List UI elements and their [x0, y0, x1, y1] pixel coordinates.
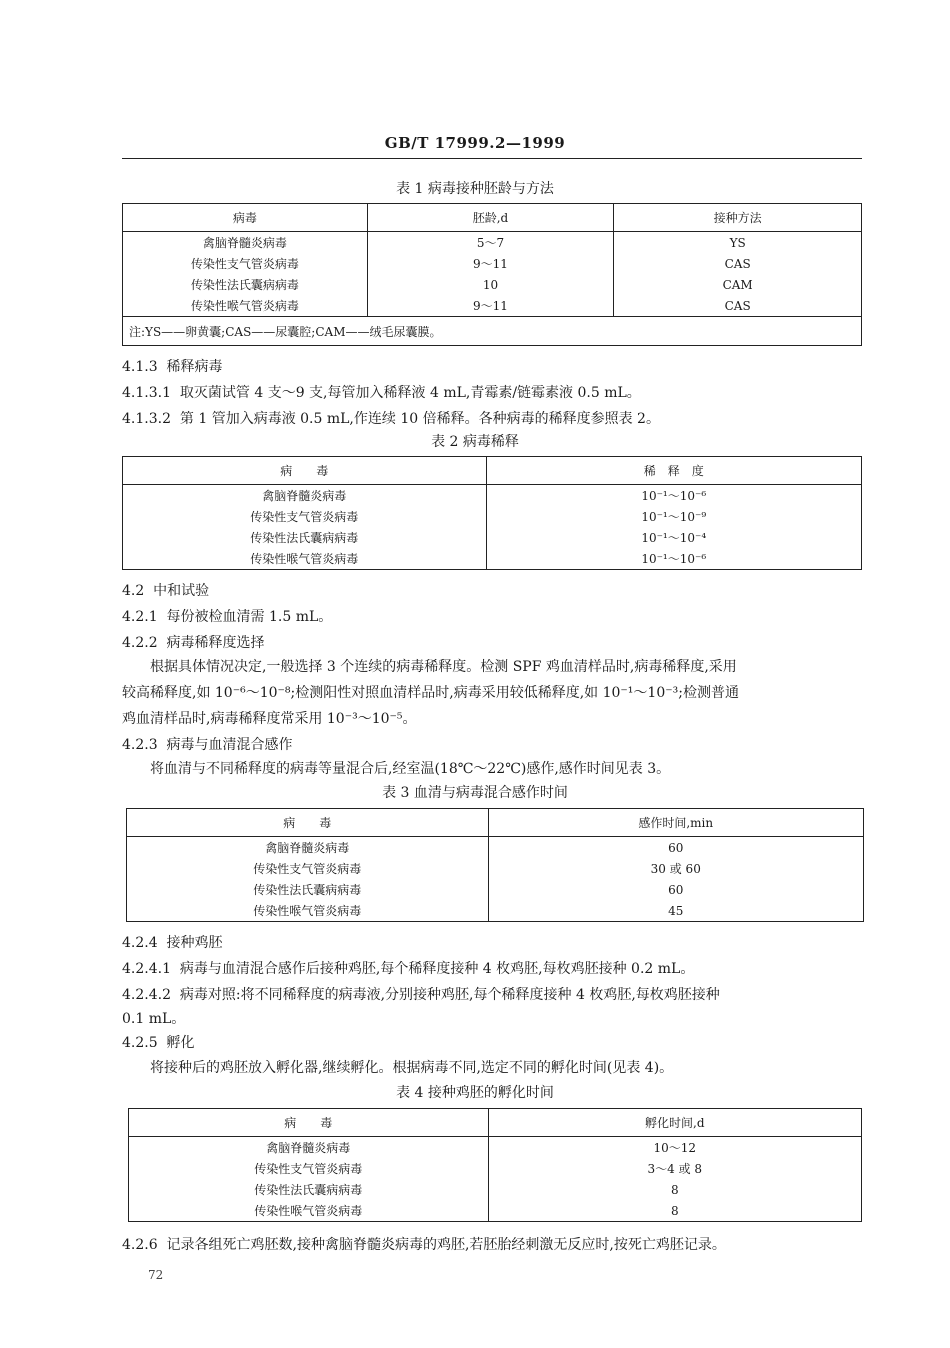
table-cell: 8: [488, 1179, 861, 1200]
table-cell: 禽脑脊髓炎病毒: [129, 1137, 489, 1159]
table-cell: CAS: [614, 295, 862, 317]
table1: [122, 203, 862, 346]
section-4-2-2: [122, 632, 265, 652]
section-number: 4.2: [122, 583, 145, 599]
section-4-1-3: [122, 356, 223, 376]
table1-caption: 表 1 病毒接种胚龄与方法: [396, 181, 554, 197]
table-row: [129, 1179, 862, 1200]
section-number: 4.2.4.1: [122, 961, 171, 977]
table2-header-virus: 病 毒: [123, 457, 487, 485]
table4-header-hatch: 孵化时间,d: [488, 1109, 861, 1137]
table-cell: 禽脑脊髓炎病毒: [123, 232, 368, 254]
paragraph-4-2-3: 将血清与不同稀释度的病毒等量混合后,经室温(18℃～22℃)感作,感作时间见表 3。: [150, 761, 671, 777]
document-header: GB/T 17999.2—1999: [384, 134, 566, 152]
table-cell: 60: [488, 879, 864, 900]
section-4-2-4-1: [122, 958, 694, 978]
section-4-2-6: [122, 1234, 726, 1254]
table2-caption: 表 2 病毒稀释: [431, 434, 519, 450]
table-row: [123, 506, 862, 527]
table2-header-dilution: 稀 释 度: [486, 457, 861, 485]
section-number: 4.2.2: [122, 635, 158, 651]
section-text: 记录各组死亡鸡胚数,接种禽脑脊髓炎病毒的鸡胚,若胚胎经刺激无反应时,按死亡鸡胚记录。: [166, 1237, 726, 1253]
table-cell: 3～4 或 8: [488, 1158, 861, 1179]
section-number: 4.2.4: [122, 935, 158, 951]
table-cell: YS: [614, 232, 862, 254]
section-title: 孵化: [166, 1035, 195, 1051]
table-cell: 传染性法氏囊病病毒: [123, 274, 368, 295]
table-row: [123, 253, 862, 274]
section-number: 4.1.3: [122, 359, 158, 375]
paragraph-4-2-5: 将接种后的鸡胚放入孵化器,继续孵化。根据病毒不同,选定不同的孵化时间(见表 4)。: [150, 1060, 674, 1076]
table-row: [123, 274, 862, 295]
table-row: [129, 1137, 862, 1159]
table-cell: CAM: [614, 274, 862, 295]
section-number: 4.2.4.2: [122, 987, 171, 1003]
table-header-row: [123, 204, 862, 232]
paragraph-4-2-2-line1: 根据具体情况决定,一般选择 3 个连续的病毒稀释度。检测 SPF 鸡血清样品时,病毒稀释度,采用: [150, 659, 737, 675]
section-4-2-1: [122, 606, 332, 626]
paragraph-4-2-2-line2: 较高稀释度,如 10⁻⁶～10⁻⁸;检测阳性对照血清样品时,病毒采用较低稀释度,如 10⁻¹～10⁻³;检测普通: [122, 685, 739, 701]
table-row: [123, 232, 862, 254]
table-cell: 10⁻¹～10⁻⁶: [486, 548, 861, 570]
table-row: [127, 879, 864, 900]
section-number: 4.2.6: [122, 1237, 158, 1253]
table-header-row: [129, 1109, 862, 1137]
section-title: 病毒稀释度选择: [166, 635, 265, 651]
section-title: 中和试验: [153, 583, 210, 599]
section-text: 病毒对照:将不同稀释度的病毒液,分别接种鸡胚,每个稀释度接种 4 枚鸡胚,每枚鸡胚接种: [179, 987, 720, 1003]
table3-caption: 表 3 血清与病毒混合感作时间: [382, 785, 568, 801]
section-4-2-3: [122, 734, 293, 754]
table-cell: 传染性法氏囊病病毒: [127, 879, 489, 900]
table-cell: 10⁻¹～10⁻⁴: [486, 527, 861, 548]
table-cell: 30 或 60: [488, 858, 864, 879]
table2: [122, 456, 862, 570]
table-cell: 10⁻¹～10⁻⁹: [486, 506, 861, 527]
paragraph-4-2-2-line3: 鸡血清样品时,病毒稀释度常采用 10⁻³～10⁻⁵。: [122, 711, 417, 727]
table-cell: 8: [488, 1200, 861, 1222]
table-cell: 传染性喉气管炎病毒: [127, 900, 489, 922]
table1-note: 注:YS——卵黄囊;CAS——尿囊腔;CAM——绒毛尿囊膜。: [123, 317, 862, 346]
table1-header-virus: 病毒: [123, 204, 368, 232]
table3-header-virus: 病 毒: [127, 809, 489, 837]
table-cell: 9～11: [367, 295, 614, 317]
table-cell: 10: [367, 274, 614, 295]
table-row: [129, 1200, 862, 1222]
table3-header-time: 感作时间,min: [488, 809, 864, 837]
section-4-2-4-2-continued: 0.1 mL。: [122, 1011, 186, 1027]
section-number: 4.2.5: [122, 1035, 158, 1051]
table4: [128, 1108, 862, 1222]
table-row: [123, 527, 862, 548]
table1-header-method: 接种方法: [614, 204, 862, 232]
table-cell: 传染性支气管炎病毒: [127, 858, 489, 879]
section-title: 接种鸡胚: [166, 935, 223, 951]
table-cell: CAS: [614, 253, 862, 274]
table-cell: 5～7: [367, 232, 614, 254]
section-title: 稀释病毒: [166, 359, 223, 375]
table-cell: 传染性法氏囊病病毒: [123, 527, 487, 548]
table4-caption: 表 4 接种鸡胚的孵化时间: [396, 1085, 554, 1101]
table-cell: 传染性喉气管炎病毒: [129, 1200, 489, 1222]
table-cell: 传染性法氏囊病病毒: [129, 1179, 489, 1200]
table-cell: 传染性支气管炎病毒: [123, 506, 487, 527]
table-row: [123, 295, 862, 317]
section-4-2-5: [122, 1032, 195, 1052]
table-cell: 传染性喉气管炎病毒: [123, 295, 368, 317]
table-cell: 9～11: [367, 253, 614, 274]
section-4-2: [122, 580, 209, 600]
section-text: 病毒与血清混合感作后接种鸡胚,每个稀释度接种 4 枚鸡胚,每枚鸡胚接种 0.2 mL。: [179, 961, 695, 977]
table-row: [123, 548, 862, 570]
section-title: 病毒与血清混合感作: [166, 737, 293, 753]
section-number: 4.1.3.1: [122, 385, 171, 401]
section-4-2-4-2: [122, 984, 720, 1004]
header-rule: [122, 158, 862, 159]
table-row: [127, 900, 864, 922]
table-row: [129, 1158, 862, 1179]
table-header-row: [123, 457, 862, 485]
section-4-1-3-2: [122, 408, 660, 428]
page-number: 72: [148, 1268, 164, 1282]
section-text: 每份被检血清需 1.5 mL。: [166, 609, 333, 625]
table-row: [127, 837, 864, 859]
table-cell: 10～12: [488, 1137, 861, 1159]
section-4-2-4: [122, 932, 223, 952]
section-number: 4.2.1: [122, 609, 158, 625]
section-4-1-3-1: [122, 382, 641, 402]
section-number: 4.1.3.2: [122, 411, 171, 427]
section-text: 第 1 管加入病毒液 0.5 mL,作连续 10 倍稀释。各种病毒的稀释度参照表 2。: [179, 411, 660, 427]
table-cell: 禽脑脊髓炎病毒: [127, 837, 489, 859]
section-number: 4.2.3: [122, 737, 158, 753]
table1-header-age: 胚龄,d: [367, 204, 614, 232]
table-row: [127, 858, 864, 879]
table3: [126, 808, 864, 922]
table-row: [123, 485, 862, 507]
table-cell: 禽脑脊髓炎病毒: [123, 485, 487, 507]
table-cell: 传染性支气管炎病毒: [123, 253, 368, 274]
table-cell: 60: [488, 837, 864, 859]
table-header-row: [127, 809, 864, 837]
section-text: 取灭菌试管 4 支～9 支,每管加入稀释液 4 mL,青霉素/链霉素液 0.5 mL。: [179, 385, 641, 401]
table-cell: 45: [488, 900, 864, 922]
table1-note-row: [123, 317, 862, 346]
table-cell: 传染性喉气管炎病毒: [123, 548, 487, 570]
table-cell: 10⁻¹～10⁻⁶: [486, 485, 861, 507]
table4-header-virus: 病 毒: [129, 1109, 489, 1137]
table-cell: 传染性支气管炎病毒: [129, 1158, 489, 1179]
